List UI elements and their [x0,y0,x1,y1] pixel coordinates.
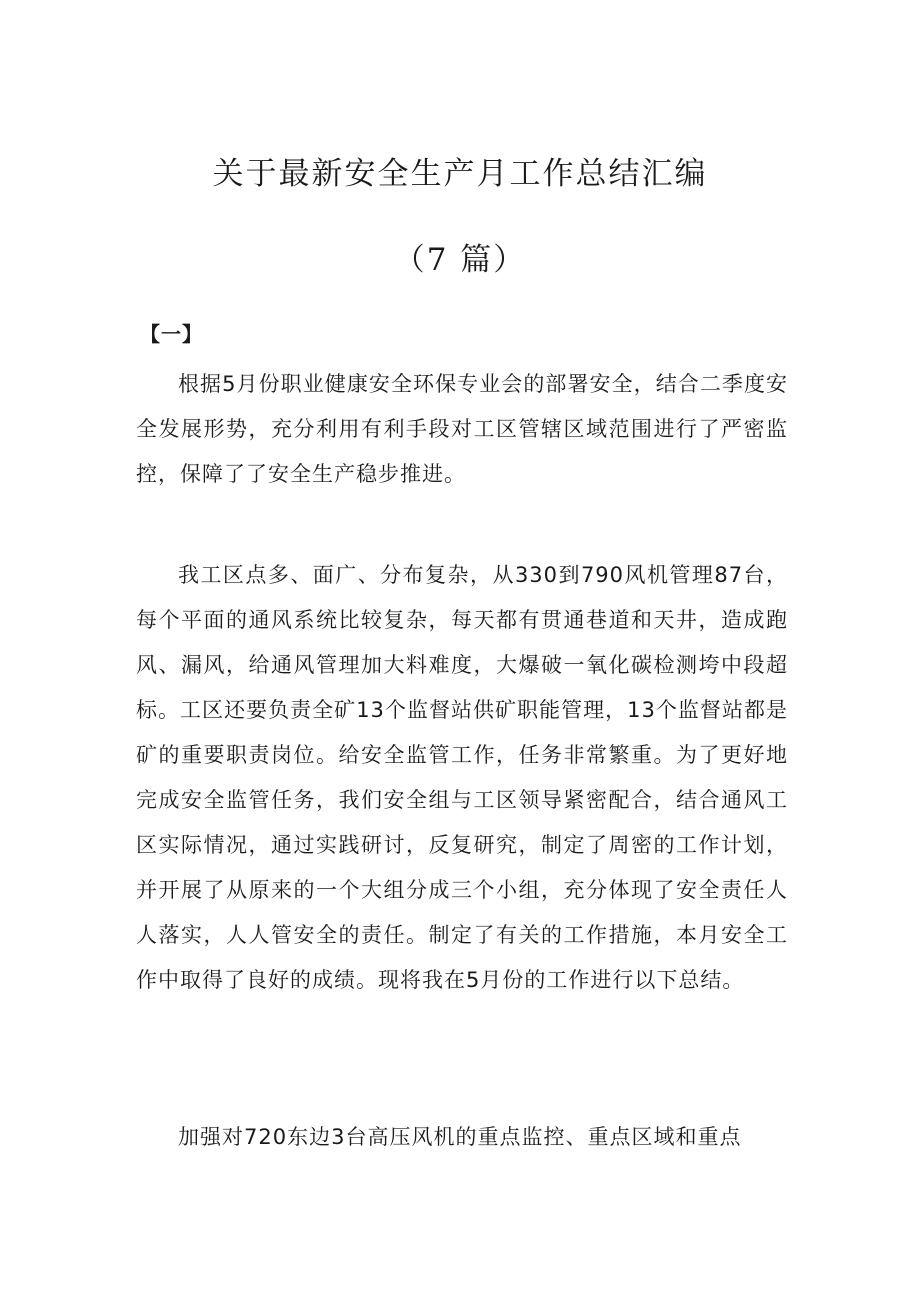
paragraph-1: 根据5月份职业健康安全环保专业会的部署安全，结合二季度安全发展形势，充分利用有利手段对工区管辖区域范围进行了严密监控，保障了了安全生产稳步推进。 [136,372,788,486]
section-label: 【一】 [140,322,203,346]
paragraph-3: 加强对720东边3台高压风机的重点监控、重点区域和重点 [178,1125,742,1149]
document-subtitle: （7 篇） [393,242,527,278]
document-title: 关于最新安全生产月工作总结汇编 [212,156,708,192]
paragraph-2: 我工区点多、面广、分布复杂，从330到790风机管理87台，每个平面的通风系统比较复杂，每天都有贯通巷道和天井，造成跑风、漏风，给通风管理加大料难度，大爆破一氧化碳检测垮中段超标。工区还要负责全矿13个监督站供矿职能管理，13个监督站都是矿的重要职责岗位。给安全监管工作，任务非常繁重。为了更好地完成安全监管任务，我们安全组与工区领导紧密配合，结合通风工区实际情况，通过实践研讨，反复研究，制定了周密的工作计划，并开展了从原来的一个大组分成三个小组，充分体现了安全责任人人落实，人人管安全的责任。制定了有关的工作措施，本月安全工作中取得了良好的成绩。现将我在5月份的工作进行以下总结。 [136,563,788,992]
